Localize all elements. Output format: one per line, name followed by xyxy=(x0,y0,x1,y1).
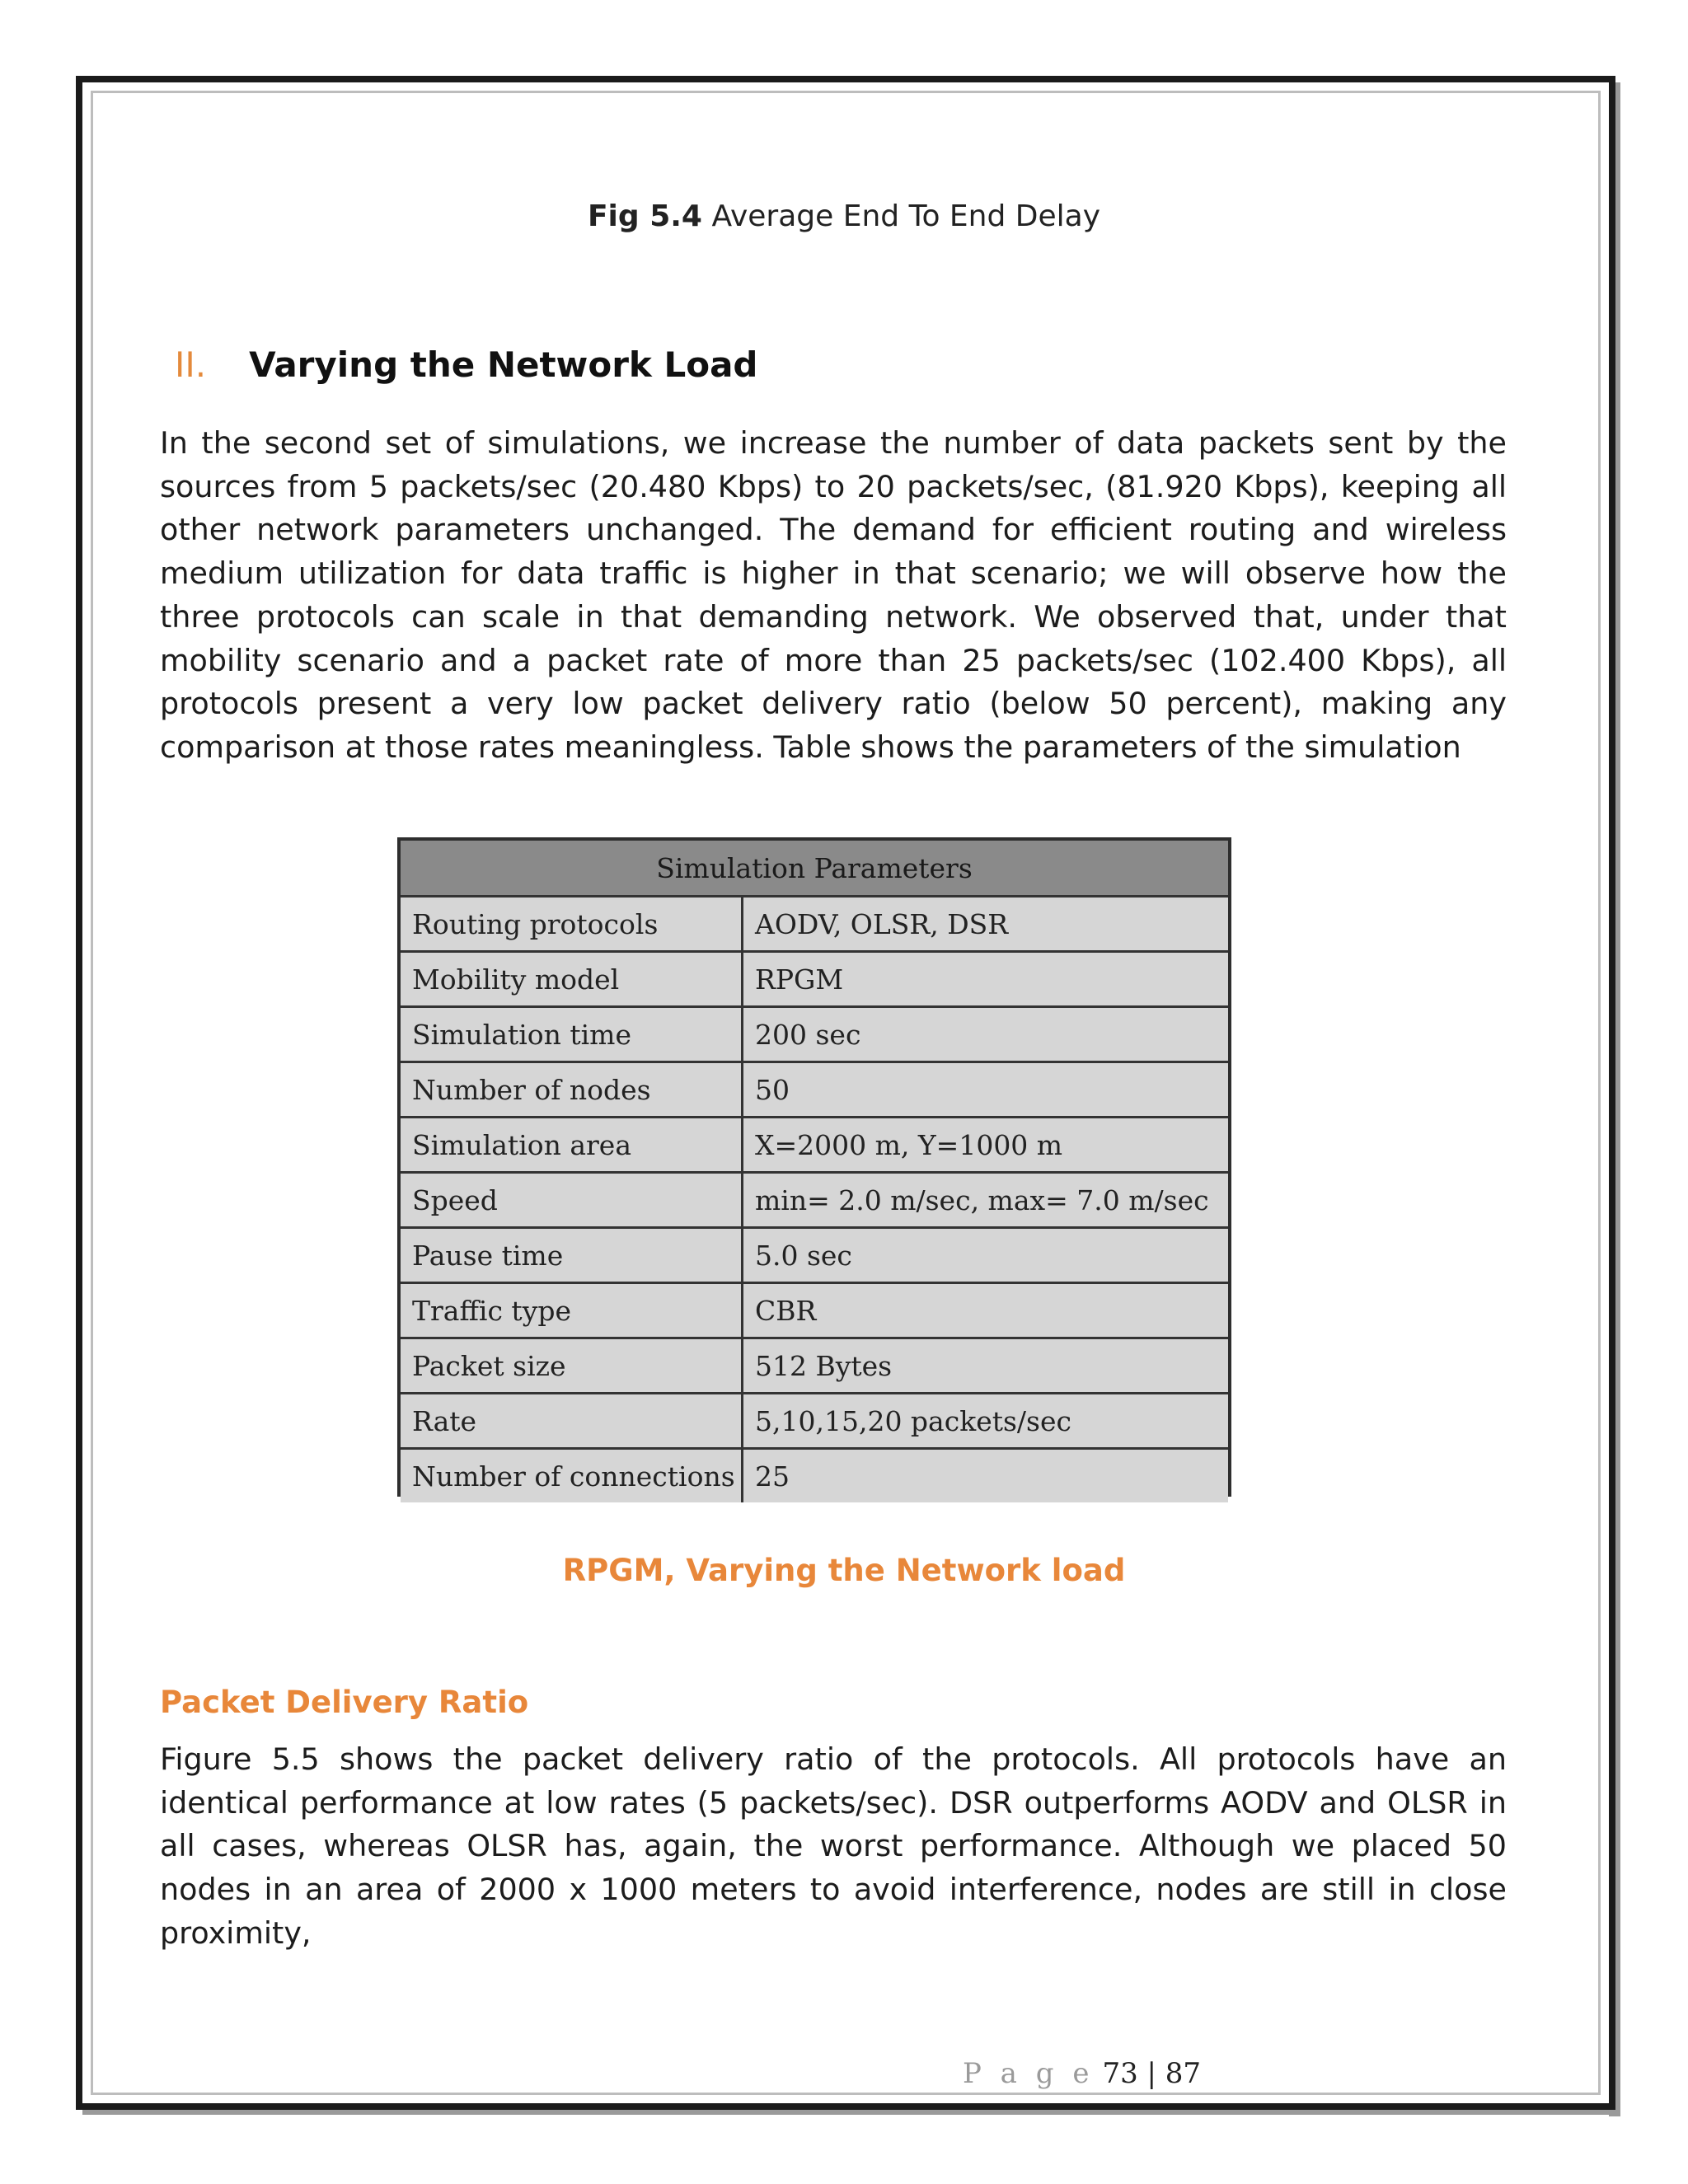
param-value: 25 xyxy=(743,1449,1229,1503)
figure-caption-text: Average End To End Delay xyxy=(711,199,1101,233)
param-name: Packet size xyxy=(401,1338,743,1394)
param-value: min= 2.0 m/sec, max= 7.0 m/sec xyxy=(743,1173,1229,1228)
param-value: CBR xyxy=(743,1283,1229,1338)
table-row xyxy=(401,1173,1228,1228)
param-value: 200 sec xyxy=(743,1007,1229,1062)
param-name: Rate xyxy=(401,1394,743,1449)
param-value: 5,10,15,20 packets/sec xyxy=(743,1394,1229,1449)
param-name: Pause time xyxy=(401,1228,743,1283)
table-row xyxy=(401,1394,1228,1449)
subheading-packet-delivery-ratio: Packet Delivery Ratio xyxy=(160,1685,529,1720)
param-value: 5.0 sec xyxy=(743,1228,1229,1283)
figure-caption xyxy=(0,199,1688,233)
table-row xyxy=(401,1449,1228,1503)
paragraph-network-load: In the second set of simulations, we increase the number of data packets sent by the sources from 5 packets/sec (20.480 Kbps) to 20 packets/sec, (81.920 Kbps), keeping all other network parameters unchanged. The demand for efficient routing and wireless medium utilization for data traffic is higher in that scenario; we will observe how the three protocols can scale in that demanding network. We observed that, under that mobility scenario and a packet rate of more than 25 packets/sec (102.400 Kbps), all protocols present a very low packet delivery ratio (below 50 percent), making any comparison at those rates meaningless. Table shows the parameters of the simulation xyxy=(160,425,1507,765)
table-row xyxy=(401,952,1228,1007)
table-row xyxy=(401,1228,1228,1283)
section-heading xyxy=(175,344,758,385)
page-count: 73 | 87 xyxy=(1102,2057,1202,2090)
param-value: X=2000 m, Y=1000 m xyxy=(743,1118,1229,1173)
table-row xyxy=(401,1007,1228,1062)
param-name: Speed xyxy=(401,1173,743,1228)
page-number xyxy=(963,2057,1201,2090)
table-row xyxy=(401,1062,1228,1118)
simulation-parameters-table xyxy=(397,837,1231,1497)
param-name: Routing protocols xyxy=(401,897,743,952)
table-header: Simulation Parameters xyxy=(401,841,1228,897)
param-value: 512 Bytes xyxy=(743,1338,1229,1394)
page-label: P a g e xyxy=(963,2057,1095,2090)
table-row xyxy=(401,1118,1228,1173)
param-name: Traffic type xyxy=(401,1283,743,1338)
figure-caption-label: Fig 5.4 xyxy=(587,199,702,233)
section-number: II. xyxy=(175,344,207,385)
param-value: 50 xyxy=(743,1062,1229,1118)
param-name: Simulation time xyxy=(401,1007,743,1062)
table-caption: RPGM, Varying the Network load xyxy=(562,1553,1126,1588)
paragraph-packet-delivery: Figure 5.5 shows the packet delivery ratio of the protocols. All protocols have an identical performance at low rates (5 packets/sec). DSR outperforms AODV and OLSR in all cases, whereas OLSR has, again, the worst performance. Although we placed 50 nodes in an area of 2000 x 1000 meters to avoid interference, nodes are still in close proximity, xyxy=(160,1741,1507,1951)
param-name: Number of nodes xyxy=(401,1062,743,1118)
param-name: Mobility model xyxy=(401,952,743,1007)
table-row xyxy=(401,897,1228,952)
section-title: Varying the Network Load xyxy=(249,344,758,385)
param-value: AODV, OLSR, DSR xyxy=(743,897,1229,952)
param-name: Simulation area xyxy=(401,1118,743,1173)
param-value: RPGM xyxy=(743,952,1229,1007)
table-row xyxy=(401,1283,1228,1338)
table-row xyxy=(401,1338,1228,1394)
param-name: Number of connections xyxy=(401,1449,743,1503)
